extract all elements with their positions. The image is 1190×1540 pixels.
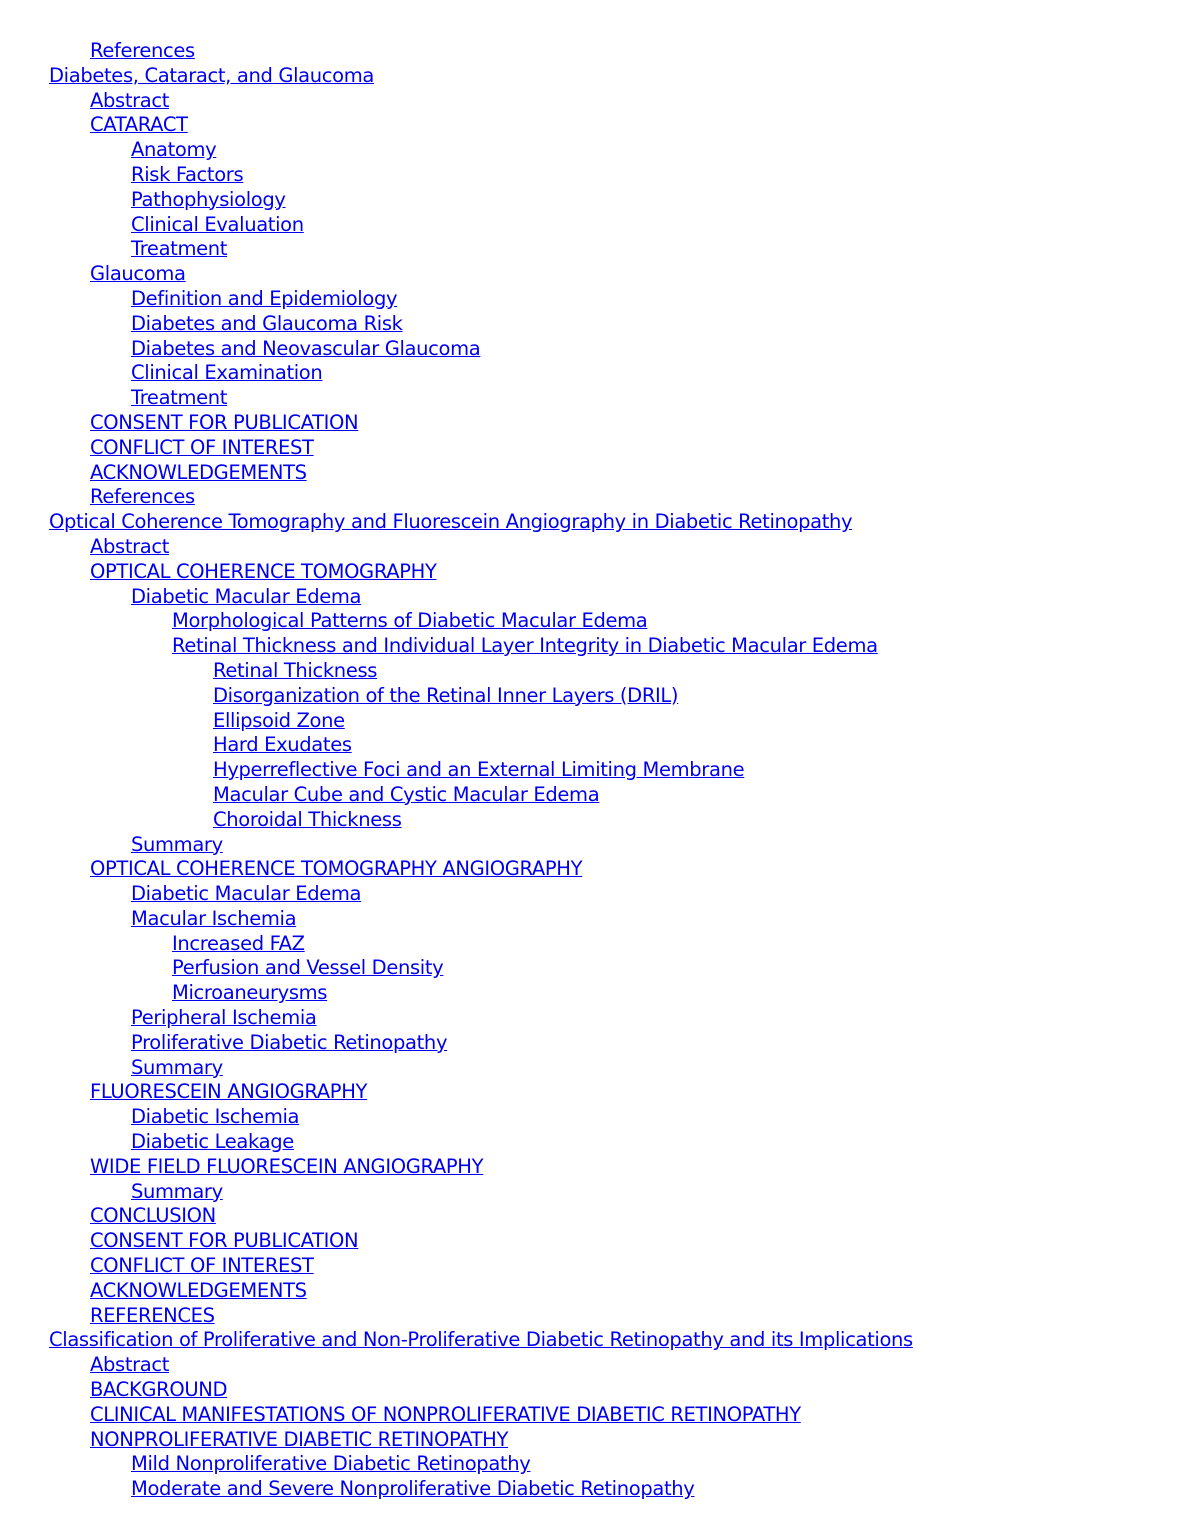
- toc-link[interactable]: Abstract: [90, 88, 170, 112]
- toc-entry: [49, 634, 913, 659]
- toc-entry: [49, 560, 913, 585]
- toc-entry: [49, 659, 913, 684]
- toc-entry: [49, 709, 913, 734]
- toc-entry: [49, 337, 913, 362]
- toc-entry: [49, 1477, 913, 1502]
- toc-entry: [49, 237, 913, 262]
- toc-link[interactable]: Hard Exudates: [213, 733, 352, 757]
- toc-entry: [49, 262, 913, 287]
- toc-entry: [49, 361, 913, 386]
- toc-link[interactable]: Ellipsoid Zone: [213, 708, 345, 732]
- toc-link[interactable]: NONPROLIFERATIVE DIABETIC RETINOPATHY: [90, 1427, 509, 1451]
- toc-link[interactable]: Retinal Thickness and Individual Layer Integrity in Diabetic Macular Edema: [172, 634, 878, 658]
- toc-link[interactable]: Peripheral Ischemia: [131, 1006, 317, 1030]
- toc-link[interactable]: Macular Cube and Cystic Macular Edema: [213, 782, 600, 806]
- toc-link[interactable]: ACKNOWLEDGEMENTS: [90, 1278, 307, 1302]
- toc-link[interactable]: Diabetic Leakage: [131, 1130, 294, 1154]
- toc-link[interactable]: Increased FAZ: [172, 931, 305, 955]
- toc-entry: [49, 733, 913, 758]
- toc-entry: [49, 312, 913, 337]
- toc-entry: [49, 981, 913, 1006]
- toc-entry: [49, 1428, 913, 1453]
- toc-entry: [49, 411, 913, 436]
- toc-entry: [49, 213, 913, 238]
- toc-link[interactable]: CONFLICT OF INTEREST: [90, 435, 314, 459]
- toc-entry: [49, 1130, 913, 1155]
- toc-entry: [49, 39, 913, 64]
- toc-entry: [49, 485, 913, 510]
- table-of-contents: [49, 39, 913, 1502]
- toc-entry: [49, 783, 913, 808]
- toc-entry: [49, 907, 913, 932]
- toc-entry: [49, 1353, 913, 1378]
- toc-entry: [49, 882, 913, 907]
- toc-entry: [49, 833, 913, 858]
- toc-entry: [49, 1180, 913, 1205]
- toc-link[interactable]: References: [90, 39, 195, 62]
- toc-entry: [49, 1031, 913, 1056]
- toc-link[interactable]: Retinal Thickness: [213, 658, 378, 682]
- toc-link[interactable]: Perfusion and Vessel Density: [172, 956, 444, 980]
- toc-entry: [49, 1254, 913, 1279]
- toc-link[interactable]: Abstract: [90, 534, 170, 558]
- toc-link[interactable]: Clinical Examination: [131, 361, 323, 385]
- toc-link[interactable]: Abstract: [90, 1353, 170, 1377]
- toc-entry: [49, 1105, 913, 1130]
- toc-link[interactable]: REFERENCES: [90, 1303, 215, 1327]
- toc-link[interactable]: Risk Factors: [131, 162, 244, 186]
- toc-link[interactable]: OPTICAL COHERENCE TOMOGRAPHY ANGIOGRAPHY: [90, 857, 583, 881]
- toc-link[interactable]: Diabetes and Neovascular Glaucoma: [131, 336, 481, 360]
- toc-link[interactable]: BACKGROUND: [90, 1378, 228, 1402]
- toc-link[interactable]: Mild Nonproliferative Diabetic Retinopathy: [131, 1452, 531, 1476]
- toc-entry: [49, 609, 913, 634]
- toc-entry: [49, 1155, 913, 1180]
- toc-link[interactable]: CATARACT: [90, 113, 188, 137]
- toc-entry: [49, 684, 913, 709]
- toc-link[interactable]: Diabetes, Cataract, and Glaucoma: [49, 63, 374, 87]
- toc-link[interactable]: Hyperreflective Foci and an External Limiting Membrane: [213, 758, 745, 782]
- toc-entry: [49, 808, 913, 833]
- toc-link[interactable]: WIDE FIELD FLUORESCEIN ANGIOGRAPHY: [90, 1154, 484, 1178]
- toc-link[interactable]: Clinical Evaluation: [131, 212, 304, 236]
- toc-link[interactable]: Summary: [131, 1179, 223, 1203]
- toc-link[interactable]: References: [90, 485, 195, 509]
- toc-link[interactable]: Summary: [131, 1055, 223, 1079]
- toc-link[interactable]: Moderate and Severe Nonproliferative Diabetic Retinopathy: [131, 1477, 695, 1501]
- toc-link[interactable]: Pathophysiology: [131, 187, 286, 211]
- toc-link[interactable]: Optical Coherence Tomography and Fluorescein Angiography in Diabetic Retinopathy: [49, 510, 853, 534]
- toc-entry: [49, 535, 913, 560]
- toc-link[interactable]: Diabetic Macular Edema: [131, 882, 362, 906]
- toc-entry: [49, 1403, 913, 1428]
- toc-entry: [49, 1080, 913, 1105]
- toc-entry: [49, 1279, 913, 1304]
- toc-entry: [49, 287, 913, 312]
- toc-entry: [49, 188, 913, 213]
- toc-entry: [49, 1204, 913, 1229]
- toc-entry: [49, 585, 913, 610]
- toc-entry: [49, 1006, 913, 1031]
- toc-link[interactable]: Disorganization of the Retinal Inner Layers (DRIL): [213, 683, 679, 707]
- toc-entry: [49, 1304, 913, 1329]
- toc-link[interactable]: Choroidal Thickness: [213, 807, 402, 831]
- toc-entry: [49, 1452, 913, 1477]
- toc-link[interactable]: Diabetes and Glaucoma Risk: [131, 311, 403, 335]
- toc-link[interactable]: OPTICAL COHERENCE TOMOGRAPHY: [90, 559, 437, 583]
- toc-entry: [49, 758, 913, 783]
- toc-entry: [49, 436, 913, 461]
- toc-link[interactable]: ACKNOWLEDGEMENTS: [90, 460, 307, 484]
- toc-entry: [49, 1229, 913, 1254]
- toc-link[interactable]: Macular Ischemia: [131, 906, 297, 930]
- toc-entry: [49, 89, 913, 114]
- toc-entry: [49, 138, 913, 163]
- toc-entry: [49, 113, 913, 138]
- toc-entry: [49, 163, 913, 188]
- toc-entry: [49, 956, 913, 981]
- toc-entry: [49, 1378, 913, 1403]
- toc-link[interactable]: Classification of Proliferative and Non-Proliferative Diabetic Retinopathy and its Implications: [49, 1328, 913, 1352]
- toc-link[interactable]: Definition and Epidemiology: [131, 286, 398, 310]
- toc-link[interactable]: Proliferative Diabetic Retinopathy: [131, 1030, 448, 1054]
- toc-entry: [49, 1328, 913, 1353]
- toc-link[interactable]: FLUORESCEIN ANGIOGRAPHY: [90, 1080, 368, 1104]
- toc-link[interactable]: Diabetic Macular Edema: [131, 584, 362, 608]
- toc-link[interactable]: Microaneurysms: [172, 981, 328, 1005]
- toc-entry: [49, 932, 913, 957]
- toc-entry: [49, 386, 913, 411]
- toc-link[interactable]: CONFLICT OF INTEREST: [90, 1254, 314, 1278]
- toc-entry: [49, 64, 913, 89]
- toc-link[interactable]: CONSENT FOR PUBLICATION: [90, 410, 359, 434]
- toc-entry: [49, 1056, 913, 1081]
- toc-entry: [49, 510, 913, 535]
- toc-link[interactable]: Glaucoma: [90, 262, 186, 286]
- toc-link[interactable]: CLINICAL MANIFESTATIONS OF NONPROLIFERATIVE DIABETIC RETINOPATHY: [90, 1402, 801, 1426]
- toc-entry: [49, 857, 913, 882]
- toc-link[interactable]: Treatment: [131, 237, 228, 261]
- toc-link[interactable]: CONSENT FOR PUBLICATION: [90, 1229, 359, 1253]
- toc-link[interactable]: Diabetic Ischemia: [131, 1105, 300, 1129]
- toc-link[interactable]: Morphological Patterns of Diabetic Macular Edema: [172, 609, 648, 633]
- toc-entry: [49, 461, 913, 486]
- toc-link[interactable]: Treatment: [131, 386, 228, 410]
- toc-link[interactable]: Anatomy: [131, 138, 217, 162]
- toc-link[interactable]: Summary: [131, 832, 223, 856]
- toc-link[interactable]: CONCLUSION: [90, 1204, 216, 1228]
